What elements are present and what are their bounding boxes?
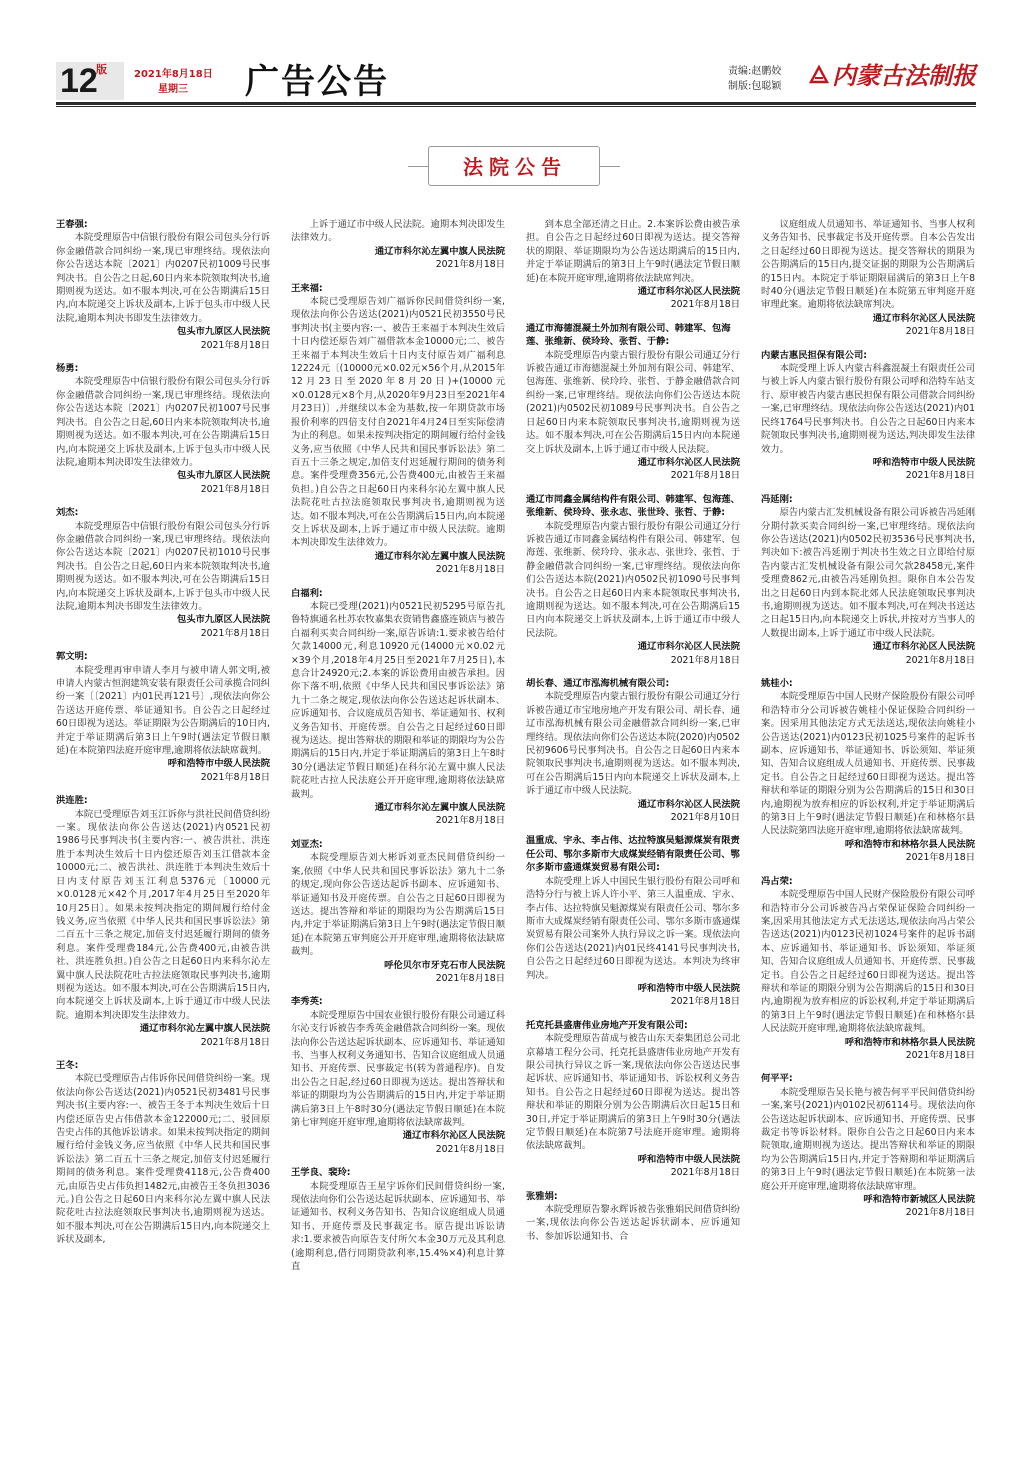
court-notice — [526, 1019, 740, 1180]
column-4 — [761, 218, 975, 1466]
court-notice — [761, 493, 975, 667]
notice-date: 2021年8月18日 — [905, 852, 975, 864]
notice-date: 2021年8月18日 — [905, 326, 975, 338]
notice-court: 呼和浩特市中级人民法院 — [637, 1153, 740, 1165]
editor-credits — [728, 64, 781, 94]
notice-body: 本院受理原告苗成与被告山东天泰集团总公司北京幕墙工程分公司、托克托县盛唐伟业房地产开发有限公司执行异议之诉一案,现依法向你公告送达民事起诉状、应诉通知书、举证通知书、诉讼权利义务告知书。自公告之日起经过60日即视为送达。提出答辩状和举证的期限分别为公告期满后次日起15日和30日,并定于举证期满后的第3日上午9时30分(遇法定节假日顺延)在本院第7号法庭开庭审理。逾期将依法缺席裁判。 — [526, 1033, 740, 1152]
notice-addressee: 王来福: — [291, 282, 323, 294]
notice-addressee: 郭文明: — [56, 651, 88, 663]
notice-body: 上诉于通辽市中级人民法院。逾期本判决即发生法律效力。 — [291, 219, 505, 244]
court-notice — [56, 794, 270, 1049]
notice-body: 本院受理原告刘大彬诉刘亚杰民间借贷纠纷一案,依照《中华人民共和国民事诉讼法》第九十二条的规定,现向你公告送达起诉书副本、应诉通知书、举证通知书及开庭传票。自公告之日起60日即视为送达。提出答辩和举证的期限均为公告期满后15日内,并定于举证期满后第3日上午9时(遇法定节假日顺延)在本院第五审判庭公开开庭审理,逾期将依法缺席裁判。 — [291, 852, 505, 958]
notice-date: 2021年8月18日 — [670, 470, 740, 482]
notice-body: 本院受理原告中国人民财产保险股份有限公司呼和浩特市分公司诉被告姚桂小保证保险合同纠纷一案。因采用其他法定方式无法送达,现依法向姚桂小公告送达(2021)内0123民初1025号案件的起诉书副本、应诉通知书、举证通知书、诉讼须知、举证须知、告知合议庭组成人员通知书、开庭传票、民事裁定书。自公告之日起经过60日即视为送达。提出答辩状和举证的期限分别为公告期满后的15日和30日内,逾期视为放弃相应的诉讼权利,并定于举证期满后的第3日上午9时(遇法定节假日顺延)在和林格尔县人民法院第四法庭开庭审理,逾期将依法缺席裁判。 — [761, 691, 975, 837]
notice-addressee: 王学良、裴玲: — [291, 1167, 351, 1179]
notice-court: 通辽市科尔沁区人民法院 — [872, 312, 975, 324]
page-header — [0, 0, 1024, 110]
notice-body: 本院受理原告中国人民财产保险股份有限公司呼和浩特市分公司诉被告冯占荣保证保险合同纠纷一案,因采用其他法定方式无法送达,现依法向冯占荣公告送达(2021)内0123民初1024号案件的起诉书副本、应诉通知书、举证通知书、诉讼须知、举证须知、告知合议庭组成人员通知书、开庭传票、民事裁定书。自公告之日起经过60日即视为送达。提出答辩状和举证的期限分别为公告期满后的15日和30日内,逾期视为放弃相应的诉讼权利,并定于举证期满后的第3日上午9时(遇法定节假日顺延)在和林格尔县人民法院开庭审理,逾期将依法缺席裁判。 — [761, 889, 975, 1035]
section-banner — [408, 146, 620, 186]
producer-line: 制版:包聪颖 — [728, 81, 782, 92]
notice-body: 原告内蒙古汇发机械设备有限公司诉被告冯延刚分期付款买卖合同纠纷一案,已审理终结。现依法向你公告送达(2021)内0502民初3536号民事判决书,判决如下:被告冯延刚于判决书生效之日立即给付原告内蒙古汇发机械设备有限公司欠款28458元,案件受理费862元,由被告冯延刚负担。限你自本公告发出之日起60日内到本院北郊人民法庭领取民事判决书,逾期则视为送达。如不服本判决,可在判决书送达之日起15日内,向本院递交上诉状,并按对方当事人的人数提出副本,上诉于通辽市中级人民法院。 — [761, 507, 975, 639]
court-notice — [526, 493, 740, 667]
banner-box — [428, 146, 600, 186]
notice-court: 通辽市科尔沁左翼中旗人民法院 — [374, 245, 505, 257]
notice-court: 包头市九原区人民法院 — [177, 614, 270, 626]
page-suffix: 版 — [96, 63, 107, 76]
notice-court: 呼和浩特市和林格尔县人民法院 — [844, 1036, 975, 1048]
notice-body: 本院已受理原告刘广福诉你民间借贷纠纷一案,现依法向你公告送达(2021)内0521民初3550号民事判决书(主要内容:一、被告王来福于本判决生效后十日内偿还原告刘广福借款本金10000元;二、被告王来福于本判决生效后十日内支付原告刘广福利息12224元〔(10000元×0.02元×56个月,从2015年12月23日至2020年8月20日)+(10000元×0.0128元×8个月,从2020年9月23日至2021年4月23日)〕,并继续以本金为基数,按一年期贷款市场报价利率的四倍支付自2021年4月24日至实际偿清为止的利息。如果未按判决指定的期间履行给付金钱义务,应当依照《中华人民共和国民事诉讼法》第二百五十三条之规定,加倍支付迟延履行期间的债务利息。案件受理费356元,公告费400元,由被告王来福负担。)自公告之日起60日内来科尔沁左翼中旗人民法院花吐古拉法庭领取民事判决书,逾期则视为送达。如不服本判决,可在公告期满后15日内,向本院递交上诉状及副本,上诉于通辽市中级人民法院。逾期本判决即发生法律效力。 — [291, 296, 505, 549]
editor-line: 责编:赵鹏姣 — [728, 66, 782, 77]
notice-body: 本院受理原告中国农业银行股份有限公司通辽科尔沁支行诉被告李秀英金融借款合同纠纷一案。现依法向你公告送达起诉状副本、应诉通知书、举证通知书、当事人权利义务通知书、告知合议庭组成人员通知书、开庭传票、民事裁定书(转为普通程序)。自发出公告之日起,经过60日即视为送达。提出答辩状和举证的期限均为公告期满后的15日内,并定于举证期满后第3日上午8时30分(遇法定节假日顺延)在本院第七审判庭开庭审理,逾期将依法缺席裁判。 — [291, 1009, 505, 1128]
notice-court: 呼和浩特市新城区人民法院 — [863, 1194, 975, 1206]
court-notice — [291, 587, 505, 828]
court-notice — [56, 362, 270, 496]
notice-addressee: 白福利: — [291, 587, 323, 599]
notice-body: 本院受理原告黎永辉诉被告张雅娟民间借贷纠纷一案,现依法向你公告送达起诉状副本、应诉通知书、参加诉讼通知书、合 — [526, 1204, 740, 1242]
notice-body: 本院受理原告吴长艳与被告何平平民间借贷纠纷一案,案号(2021)内0102民初6114号。现依法向你公告送达起诉状副本、应诉通知书、开庭传票、民事裁定书等诉讼材料。限你自公告之日起60日内来本院领取,逾期则视为送达。提出答辩状和举证的期限均为公告期满后15日内,并定于答辩期和举证期满后的第3日上午9时(遇法定节假日顺延)在本院第一法庭公开开庭审理,逾期将依法缺席审理。 — [761, 1086, 975, 1192]
notice-body: 本院受理原告中信银行股份有限公司包头分行诉你金融借款合同纠纷一案,现已审理终结。现依法向你公告送达本院〔2021〕内0207民初1007号民事判决书。自公告之日起,60日内来本院领取判决书,逾期则视为送达。如不服本判决,可在公告期满后15日内,向本院递交上诉状及副本,上诉于包头市中级人民法院,逾期本判决即发生法律效力。 — [56, 376, 270, 468]
notice-date: 2021年8月18日 — [670, 299, 740, 311]
notice-court: 通辽市科尔沁区人民法院 — [872, 641, 975, 653]
notice-date: 2021年8月18日 — [905, 470, 975, 482]
notice-addressee: 张雅娟: — [526, 1190, 558, 1202]
column-2 — [291, 218, 505, 1466]
notice-date: 2021年8月10日 — [670, 812, 740, 824]
notice-date: 2021年8月18日 — [200, 339, 270, 351]
court-notice — [291, 218, 505, 272]
page-number-box — [56, 62, 124, 100]
notice-body: 本院受理上诉人中国民生银行股份有限公司呼和浩特分行与被上诉人许小平、第三人温重成、宇永、李占伟、达拉特旗吴魁源煤炭有限责任公司、鄂尔多斯市大成煤炭经销有限责任公司、鄂尔多斯市盛通煤炭贸易有限公司案外人执行异议之诉一案。现依法向你们公告送达(2021)内01民终4141号民事判决书,自公告之日起经过60日即视为送达。本判决为终审判决。 — [526, 875, 740, 981]
notice-date: 2021年8月18日 — [435, 815, 505, 827]
notice-date: 2021年8月18日 — [905, 654, 975, 666]
banner-line-right — [600, 166, 620, 167]
notice-date: 2021年8月18日 — [905, 1049, 975, 1061]
notice-body: 本院受理原告内蒙古银行股份有限公司通辽分行诉被告通辽市海德混凝土外加剂有限公司、韩建军、包海莲、张维新、侯玲玲、张哲、于静金融借款合同纠纷一案,已审理终结。现依法向你们公告送达本院(2021)内0502民初1089号民事判决书。自公告之日起60日内来本院领取民事判决书,逾期则视为送达。如不服本判决,可在公告期满后15日内向本院递交上诉状及副本,上诉于通辽市中级人民法院。 — [526, 349, 740, 455]
court-notice — [526, 322, 740, 483]
notice-date: 2021年8月18日 — [200, 483, 270, 495]
court-notice — [761, 349, 975, 483]
notice-body: 本院受理原告内蒙古银行股份有限公司通辽分行诉被告通辽市同鑫金属结构件有限公司、韩建军、包海莲、张维新、侯玲玲、张永志、张世玲、张哲、于静金融借款合同纠纷一案,已审理终结。现依法向你们公告送达本院(2021)内0502民初1090号民事判决书。自公告之日起60日内来本院领取民事判决书,逾期则视为送达。如不服本判决,可在公告期满后15日内向本院递交上诉状及副本,上诉于通辽市中级人民法院。 — [526, 520, 740, 639]
notice-court: 呼和浩特市中级人民法院 — [872, 456, 975, 468]
page-number: 12 — [60, 62, 98, 100]
notice-court: 通辽市科尔沁区人民法院 — [637, 798, 740, 810]
notice-addressee: 姚桂小: — [761, 678, 793, 689]
court-notice — [526, 218, 740, 312]
court-notice — [56, 218, 270, 352]
issue-date: 2021年8月18日 — [134, 69, 213, 80]
notice-body: 本院受理原告中信银行股份有限公司包头分行诉你金融借款合同纠纷一案,现已审理终结。现依法向你公告送达本院〔2021〕内0207民初1010号民事判决书。自公告之日起,60日内来本院领取判决书,逾期则视为送达。如不服本判决,可在公告期满后15日内,向本院递交上诉状及副本,上诉于包头市中级人民法院,逾期本判决书即发生法律效力。 — [56, 520, 270, 612]
notice-body: 本院已受理原告刘玉江诉你与洪社民间借贷纠纷一案。现依法向你公告送达(2021)内0521民初1986号民事判决书(主要内容:一、被告洪社、洪连胜于本判决生效后十日内偿还原告刘玉江借款本金10000元;二、被告洪社、洪连胜于本判决生效后十日内支付原告刘玉江利息5376元〔10000元×0.0128元×42个月,2017年4月25日至2020年10月25日〕。如果未按判决指定的期间履行给付金钱义务,应当依照《中华人民共和国民事诉讼法》第二百五十三条之规定,加倍支付迟延履行期间的债务利息。案件受理费184元,公告费400元,由被告洪社、洪连胜负担。)自公告之日起60日内来科尔沁左翼中旗人民法院花吐古拉法庭领取民事判决书,逾期则视为送达。如不服本判决,可在公告期满后15日内,向本院递交上诉状及副本,上诉于通辽市中级人民法院。逾期本判决即发生法律效力。 — [56, 808, 270, 1021]
banner-title: 法院公告 — [463, 155, 567, 179]
notice-date: 2021年8月18日 — [905, 1207, 975, 1219]
issue-weekday: 星期三 — [158, 84, 188, 95]
notice-addressee: 内蒙古惠民担保有限公司: — [761, 349, 867, 361]
notice-addressee: 王冬: — [56, 1059, 79, 1071]
notice-body: 本院受理上诉人内蒙古科鑫混凝土有限责任公司与被上诉人内蒙古银行股份有限公司呼和浩特车站支行、原审被告内蒙古惠民担保有限公司借款合同纠纷一案,已审理终结。现依法向你公告送达(2021)内01民终1764号民事判决书。自公告之日起60日内来本院领取民事判决书,逾期则视为送达,判决即发生法律效力。 — [761, 363, 975, 455]
court-notice — [56, 506, 270, 640]
notice-court: 呼和浩特市和林格尔县人民法院 — [844, 838, 975, 850]
notice-court: 通辽市科尔沁区人民法院 — [637, 456, 740, 468]
notice-court: 通辽市科尔沁区人民法院 — [637, 641, 740, 653]
column-3 — [526, 218, 740, 1466]
notice-date: 2021年8月18日 — [670, 1167, 740, 1179]
notice-date: 2021年8月18日 — [200, 771, 270, 783]
notice-addressee: 杨勇: — [56, 363, 79, 375]
header-rule-thin — [56, 106, 976, 107]
notice-court: 包头市九原区人民法院 — [177, 470, 270, 482]
court-notice — [291, 838, 505, 985]
notice-addressee: 通辽市同鑫金属结构件有限公司、韩建军、包海莲、张维新、侯玲玲、张永志、张世玲、张哲、于静: — [526, 493, 740, 519]
notice-addressee: 通辽市海德混凝土外加剂有限公司、韩建军、包海莲、张维新、侯玲玲、张哲、于静: — [526, 322, 731, 348]
notice-addressee: 王春强: — [56, 219, 88, 230]
notice-addressee: 温重成、宇永、李占伟、达拉特旗吴魁源煤炭有限责任公司、鄂尔多斯市大成煤炭经销有限责任公司、鄂尔多斯市盛通煤炭贸易有限公司: — [526, 835, 740, 874]
notice-columns — [56, 218, 976, 1466]
notice-date: 2021年8月18日 — [435, 259, 505, 271]
notice-body: 到本息全部还清之日止。2.本案诉讼费由被告承担。自公告之日起经过60日即视为送达。提交答辩状的期限、举证期限均为公告送达期满后的15日内,并定于举证期满后的第3日上午9时(遇法定节假日顺延)在本院开庭审理,逾期将依法缺席判决。 — [526, 219, 740, 284]
notice-addressee: 冯延刚: — [761, 493, 793, 505]
court-notice — [526, 834, 740, 1008]
notice-date: 2021年8月18日 — [435, 1143, 505, 1155]
notice-court: 通辽市科尔沁左翼中旗人民法院 — [139, 1023, 270, 1035]
notice-court: 包头市九原区人民法院 — [177, 326, 270, 338]
notice-addressee: 刘杰: — [56, 507, 79, 519]
notice-addressee: 洪连胜: — [56, 795, 88, 807]
court-notice — [761, 218, 975, 339]
notice-addressee: 刘亚杰: — [291, 838, 323, 850]
column-1 — [56, 218, 270, 1466]
notice-body: 本院受理原告王星宇诉你们民间借贷纠纷一案,现依法向你们公告送达起诉状副本、应诉通知书、举证通知书、权利义务告知书、告知合议庭组成人员通知书、开庭传票及民事裁定书。原告提出诉讼请求:1.要求被告向原告支付所欠本金30万元及其利息(逾期利息,借行同期贷款利率,15.4%×4)利息计算直 — [291, 1180, 505, 1273]
court-notice — [526, 677, 740, 824]
notice-addressee: 李秀英: — [291, 996, 323, 1008]
header-rule-thick — [56, 102, 976, 105]
notice-court: 通辽市科尔沁区人民法院 — [637, 286, 740, 298]
section-title: 广告公告 — [245, 62, 389, 102]
notice-court: 通辽市科尔沁区人民法院 — [402, 1130, 505, 1142]
court-notice — [291, 1166, 505, 1273]
notice-date: 2021年8月18日 — [435, 972, 505, 984]
court-notice — [526, 1190, 740, 1244]
notice-court: 呼和浩特市中级人民法院 — [637, 982, 740, 994]
court-notice — [56, 650, 270, 784]
notice-date: 2021年8月18日 — [670, 654, 740, 666]
notice-body: 本院已受理原告占伟诉你民间借贷纠纷一案。现依法向你公告送达(2021)内0521民初3481号民事判决书(主要内容:一、被告王冬于本判决生效后十日内偿还原告史占伟借款本金122000元;二、驳回原告史占伟的其他诉讼请求。如果未按判决指定的期间履行给付金钱义务,应当依照《中华人民共和国民事诉讼法》第二百五十三条之规定,加倍支付迟延履行期间的债务利息。案件受理费4118元,公告费400元,由原告史占伟负担1482元,由被告王冬负担3036元。)自公告之日起60日内来科尔沁左翼中旗人民法院花吐古拉法庭领取民事判决书,逾期则视为送达。如不服本判决,可在公告期满后15日内,向本院递交上诉状及副本, — [56, 1073, 270, 1246]
notice-date: 2021年8月18日 — [670, 996, 740, 1008]
notice-court: 通辽市科尔沁左翼中旗人民法院 — [374, 802, 505, 814]
notice-addressee: 托克托县盛唐伟业房地产开发有限公司: — [526, 1019, 688, 1031]
notice-addressee: 冯占荣: — [761, 875, 793, 887]
notice-addressee: 何平平: — [761, 1073, 793, 1085]
notice-body: 本院受理再审申请人李月与被申请人郭文明,被申请人内蒙古恒润建筑安装有限责任公司承揽合同纠纷一案〔〔2021〕内01民再121号〕,现依法向你公告送达开庭传票、举证通知书。自公告之日起经过60日即视为送达。举证期限为公告期满后的10日内,并定于举证期满后第3日上午9时(遇法定节假日顺延)在本院第四法庭开庭审理,逾期将依法缺席裁判。 — [56, 664, 270, 757]
newspaper-name: 内蒙古法制报 — [832, 61, 976, 90]
court-notice — [291, 995, 505, 1156]
notice-body: 本院受理原告内蒙古银行股份有限公司通辽分行诉被告通辽市宝地房地产开发有限公司、胡长春、通辽市泓海机械有限公司金融借款合同纠纷一案,已审理终结。现依法向你们公告送达本院(2020)内0502民初9606号民事判决书。自公告之日起60日内来本院领取民事判决书,逾期则视为送达。如不服本判决,可在公告期满后15日内向本院递交上诉状及副本,上诉于通辽市中级人民法院。 — [526, 691, 740, 797]
newspaper-logo-icon — [808, 64, 830, 86]
notice-addressee: 胡长春、通辽市泓海机械有限公司: — [526, 678, 670, 689]
court-notice — [761, 677, 975, 865]
notice-date: 2021年8月18日 — [435, 564, 505, 576]
court-notice — [291, 282, 505, 577]
notice-court: 呼和浩特市中级人民法院 — [167, 758, 270, 770]
notice-court: 呼伦贝尔市牙克石市人民法院 — [384, 959, 505, 971]
notice-body: 本院已受理(2021)内0521民初5295号原告扎鲁特旗通名杜苏农牧嘉集农资销售鑫盛连锁店与被告白福利买卖合同纠纷一案,原告诉请:1.要求被告给付欠款14000元,利息10920元(14000元×0.02元×39个月,2018年4月25日至2021年7月25日),本息合计24920元;2.本案的诉讼费用由被告承担。因你下落不明,依照《中华人民共和国民事诉讼法》第九十二条之规定,现依法向你公告送达起诉状副本、应诉通知书、合议庭成员告知书、举证通知书、权利义务告知书、开庭传票。自公告之日起经过60日即视为送达。提出答辩状的期限和举证的期限均为公告期满后的15日内,并定于举证期满后的第3日上午8时30分(遇法定节假日顺延)在科尔沁左翼中旗人民法院花吐古拉人民法庭公开开庭审理,逾期将依法缺席裁判。 — [291, 600, 505, 800]
notice-date: 2021年8月18日 — [200, 627, 270, 639]
court-notice — [761, 875, 975, 1063]
notice-court: 通辽市科尔沁左翼中旗人民法院 — [374, 550, 505, 562]
notice-body: 本院受理原告中信银行股份有限公司包头分行诉你金融借款合同纠纷一案,现已审理终结。现依法向你公告送达本院〔2021〕内0207民初1009号民事判决书。自公告之日起,60日内来本院领取判决书,逾期则视为送达。如不服本判决,可在公告期满后15日内,向本院递交上诉状及副本,上诉于包头市中级人民法院,逾期本判决书即发生法律效力。 — [56, 232, 270, 324]
banner-line-left — [408, 166, 428, 167]
notice-date: 2021年8月18日 — [200, 1036, 270, 1048]
notice-body: 议庭组成人员通知书、举证通知书、当事人权利义务告知书、民事裁定书及开庭传票。自本公告发出之日起经过60日即视为送达。提交答辩状的期限为公告期满后的15日内,提交证据的期限为公告期满后的15日内。本院定于举证期限届满后的第3日上午8时40分(遇法定节假日顺延)在本院第五审判庭开庭审理此案。逾期将依法缺席判决。 — [761, 219, 975, 311]
court-notice — [761, 1072, 975, 1219]
court-notice — [56, 1059, 270, 1247]
